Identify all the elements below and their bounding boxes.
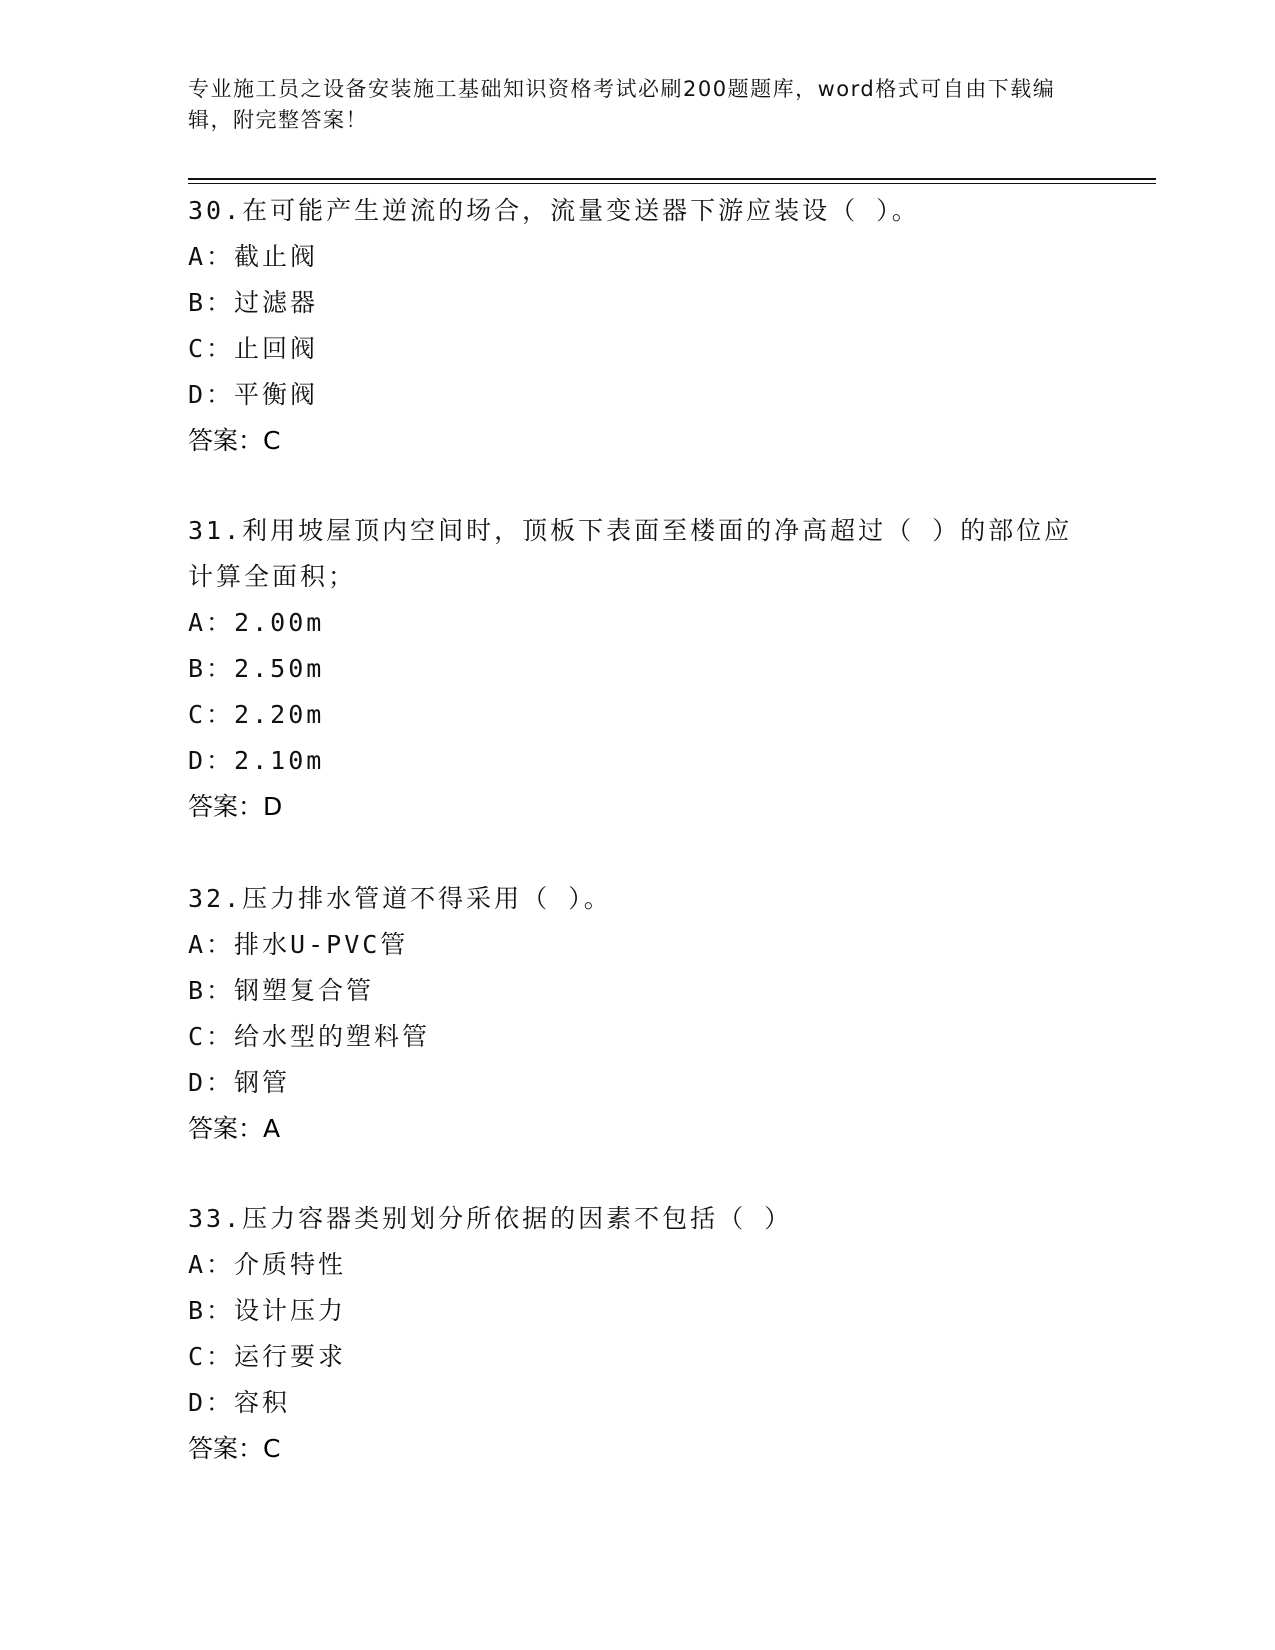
option-a: A：排水U-PVC管 (188, 930, 409, 959)
question-stem: 32.压力排水管道不得采用（ ）。 (188, 884, 612, 913)
option-c: C：止回阀 (188, 334, 319, 363)
option-a: A：截止阀 (188, 242, 319, 271)
question-stem: 31.利用坡屋顶内空间时，顶板下表面至楼面的净高超过（ ）的部位应计算全面积； (188, 516, 1073, 591)
question-31 (188, 508, 1088, 830)
option-a: A：2.00m (188, 608, 325, 637)
header-divider-thick (188, 178, 1156, 180)
option-c: C：2.20m (188, 700, 325, 729)
question-32 (188, 876, 1088, 1152)
answer-line: 答案：A (188, 1114, 281, 1143)
option-a: A：介质特性 (188, 1250, 347, 1279)
question-30 (188, 188, 1088, 464)
question-33 (188, 1196, 1088, 1472)
option-c: C：给水型的塑料管 (188, 1022, 431, 1051)
answer-line: 答案：C (188, 426, 281, 455)
question-stem: 33.压力容器类别划分所依据的因素不包括（ ） (188, 1204, 793, 1233)
option-c: C：运行要求 (188, 1342, 347, 1371)
option-b: B：设计压力 (188, 1296, 347, 1325)
header-divider-thin (188, 183, 1156, 184)
option-d: D：钢管 (188, 1068, 291, 1097)
option-b: B：钢塑复合管 (188, 976, 375, 1005)
answer-line: 答案：C (188, 1434, 281, 1463)
document-header: 专业施工员之设备安装施工基础知识资格考试必刷200题题库，word格式可自由下载编辑，附完整答案！ (188, 77, 1056, 132)
option-d: D：平衡阀 (188, 380, 319, 409)
option-b: B：2.50m (188, 654, 325, 683)
option-d: D：2.10m (188, 746, 325, 775)
option-d: D：容积 (188, 1388, 291, 1417)
option-b: B：过滤器 (188, 288, 319, 317)
answer-line: 答案：D (188, 792, 283, 821)
question-stem: 30.在可能产生逆流的场合，流量变送器下游应装设（ ）。 (188, 196, 920, 225)
